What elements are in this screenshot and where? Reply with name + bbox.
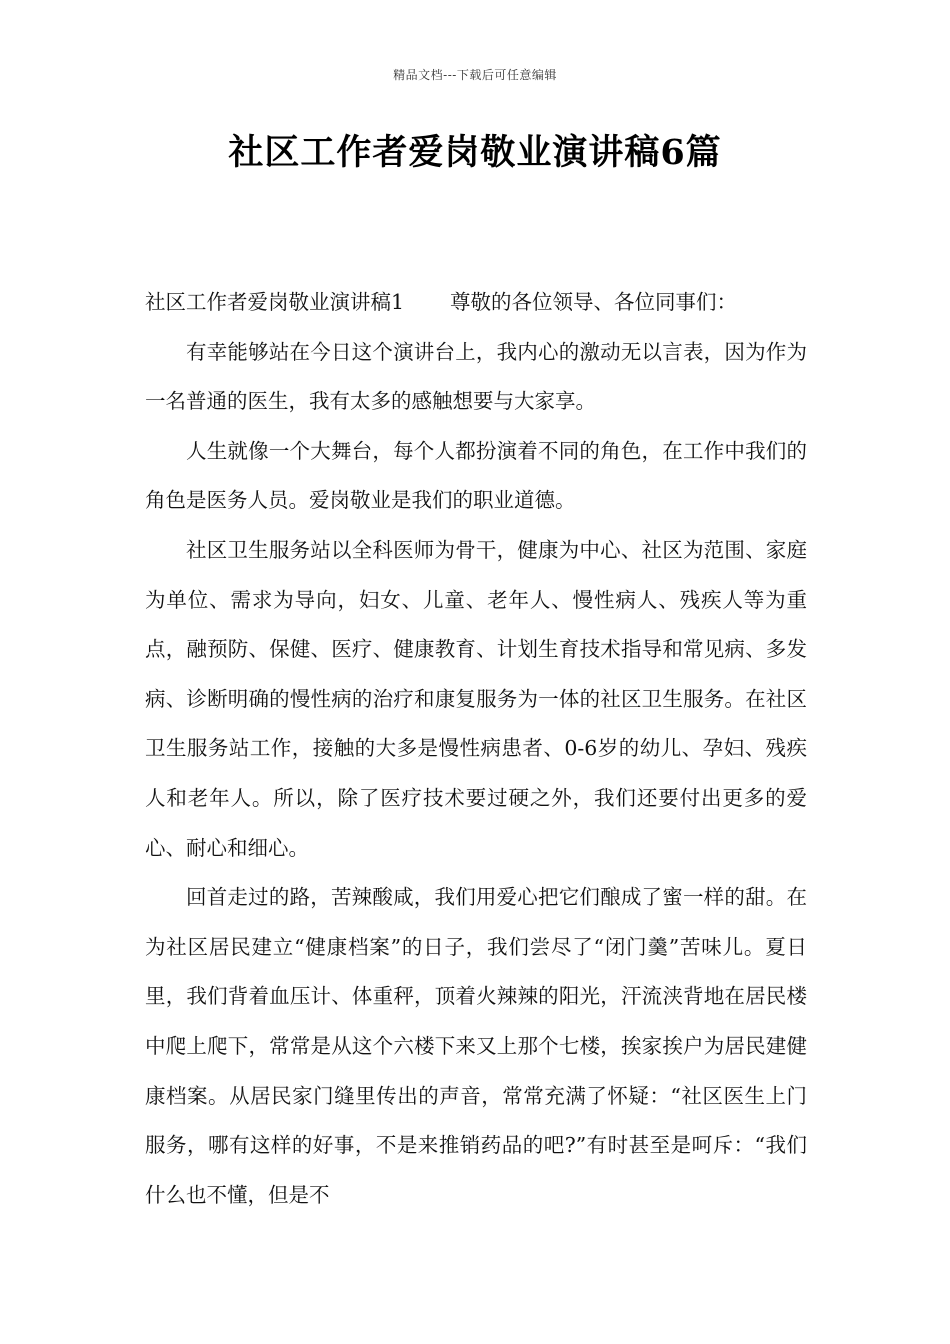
intro-line (145, 278, 807, 328)
section-label: 社区工作者爱岗敬业演讲稿1 (145, 290, 405, 314)
paragraph-2: 人生就像一个大舞台，每个人都扮演着不同的角色，在工作中我们的角色是医务人员。爱岗敬业是我们的职业道德。 (145, 438, 807, 513)
paragraph-4: 回首走过的路，苦辣酸咸，我们用爱心把它们酿成了蜜一样的甜。在为社区居民建立“健康档案”的日子，我们尝尽了“闭门羹”苦味儿。夏日里，我们背着血压计、体重秤，顶着火辣辣的阳光，汗流浃背地在居民楼中爬上爬下，常常是从这个六楼下来又上那个七楼，挨家挨户为居民建健康档案。从居民家门缝里传出的声音，常常充满了怀疑：“社区医生上门服务，哪有这样的好事，不是来推销药品的吧?”有时甚至是呵斥：“我们什么也不懂，但是不 (145, 885, 807, 1207)
document-title: 社区工作者爱岗敬业演讲稿6篇 (228, 132, 722, 173)
greeting: 尊敬的各位领导、各位同事们： (450, 290, 738, 314)
header-note: 精品文档---下载后可任意编辑 (393, 68, 557, 82)
document-body (145, 278, 807, 1220)
paragraph-1: 有幸能够站在今日这个演讲台上，我内心的激动无以言表，因为作为一名普通的医生，我有太多的感触想要与大家享。 (145, 339, 807, 414)
paragraph-3: 社区卫生服务站以全科医师为骨干，健康为中心、社区为范围、家庭为单位、需求为导向，妇女、儿童、老年人、慢性病人、残疾人等为重点，融预防、保健、医疗、健康教育、计划生育技术指导和常见病、多发病、诊断明确的慢性病的治疗和康复服务为一体的社区卫生服务。在社区卫生服务站工作，接触的大多是慢性病患者、0-6岁的幼儿、孕妇、残疾人和老年人。所以，除了医疗技术要过硬之外，我们还要付出更多的爱心、耐心和细心。 (145, 537, 807, 860)
